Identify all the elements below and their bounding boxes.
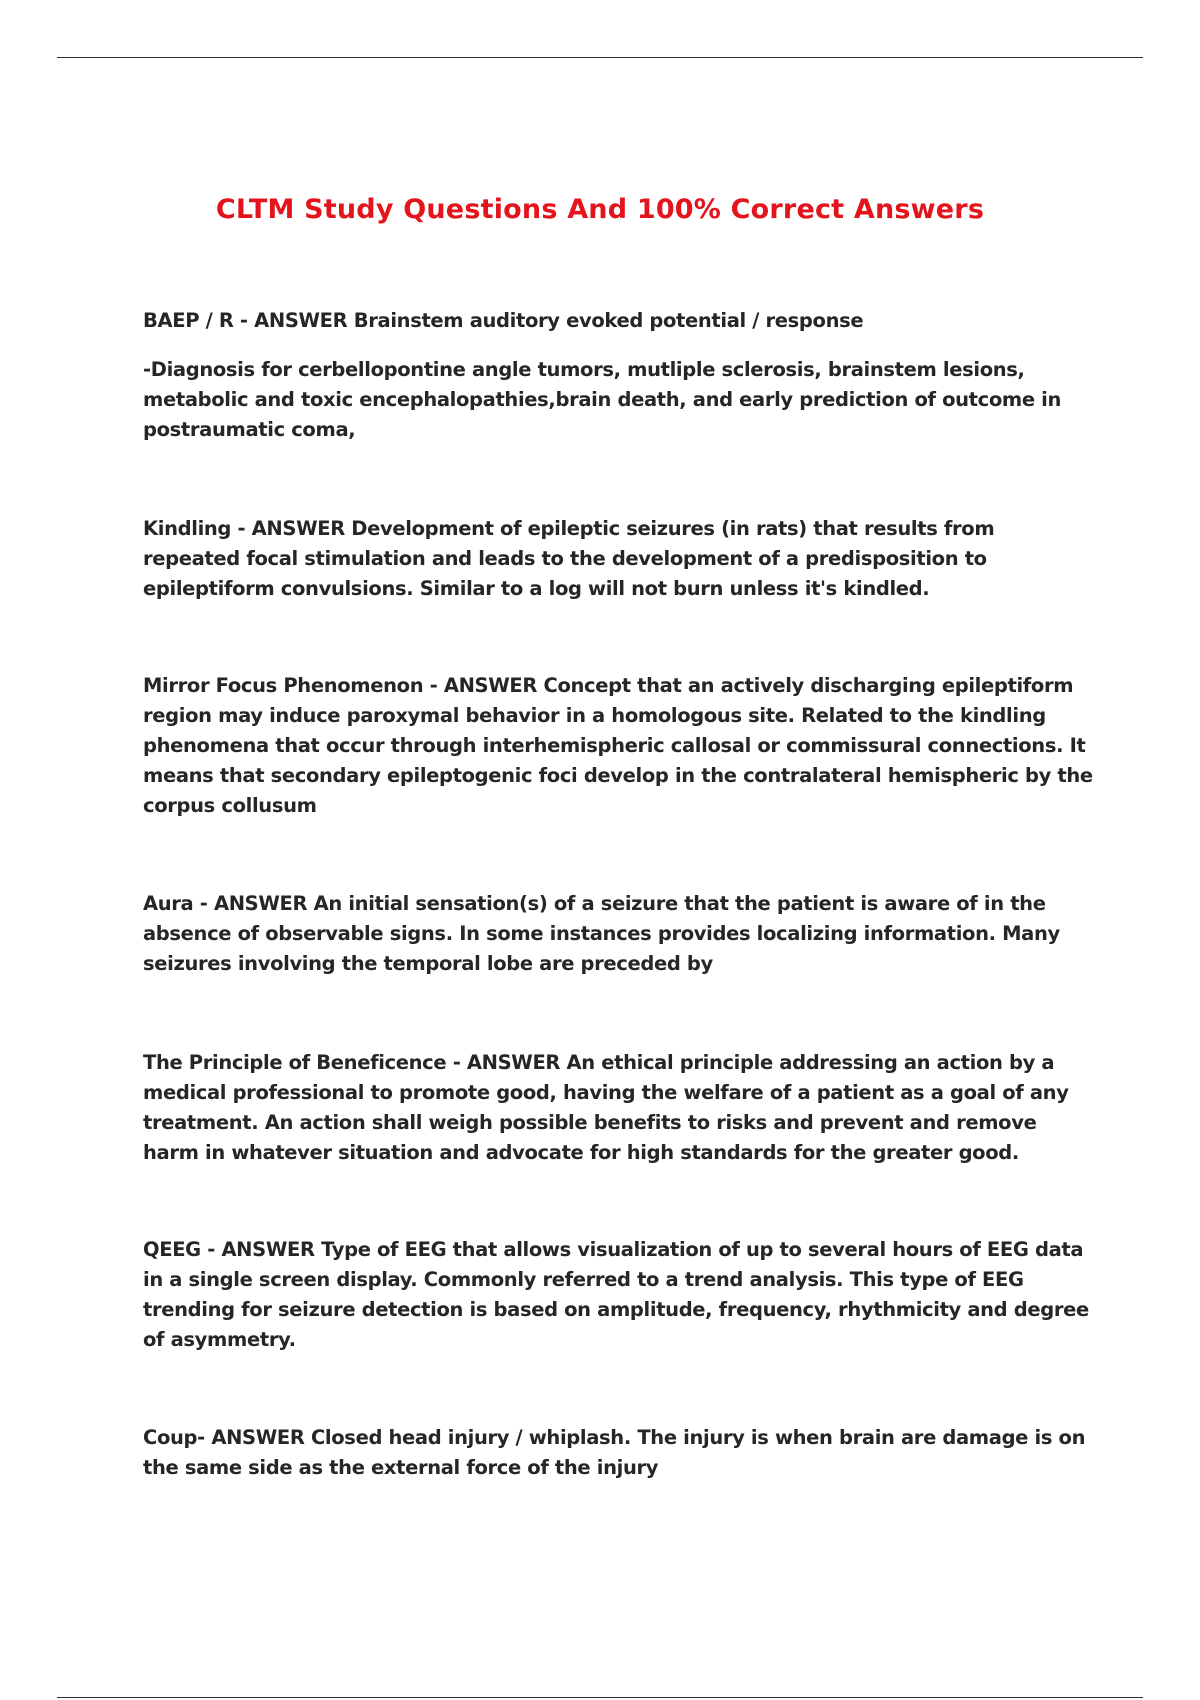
entry-beneficence: The Principle of Beneficence - ANSWER An ethical principle addressing an action by a medical professional to promote good, having the welfare of a patient as a goal of any treatment. An action shall weigh possible benefits to risks and prevent and remove harm in whatever situation and advocate for high standards for the greater good. bbox=[143, 1051, 1069, 1164]
entry-kindling: Kindling - ANSWER Development of epileptic seizures (in rats) that results from repeated focal stimulation and leads to the development of a predisposition to epileptiform convulsions. Similar to a log will not burn unless it's kindled. bbox=[143, 517, 995, 600]
entry-baep-diagnosis: -Diagnosis for cerbellopontine angle tumors, mutliple sclerosis, brainstem lesions, metabolic and toxic encephalopathies,brain death, and early prediction of outcome in postraumatic coma, bbox=[143, 358, 1062, 441]
entry-aura: Aura - ANSWER An initial sensation(s) of a seizure that the patient is aware of in the absence of observable signs. In some instances provides localizing information. Many seizures involving the temporal lobe are preceded by bbox=[143, 892, 1060, 975]
entry-baep: BAEP / R - ANSWER Brainstem auditory evoked potential / response bbox=[143, 309, 864, 332]
entry-coup: Coup- ANSWER Closed head injury / whiplash. The injury is when brain are damage is on the same side as the external force of the injury bbox=[143, 1426, 1086, 1479]
document-title: CLTM Study Questions And 100% Correct Answers bbox=[215, 194, 985, 225]
entry-qeeg: QEEG - ANSWER Type of EEG that allows visualization of up to several hours of EEG data in a single screen display. Commonly referred to a trend analysis. This type of EEG trending for seizure detection is based on amplitude, frequency, rhythmicity and degree of asymmetry. bbox=[143, 1238, 1089, 1351]
entry-mirror-focus: Mirror Focus Phenomenon - ANSWER Concept that an actively discharging epileptiform region may induce paroxymal behavior in a homologous site. Related to the kindling phenomena that occur through interhemispheric callosal or commissural connections. It means that secondary epileptogenic foci develop in the contralateral hemispheric by the corpus collusum bbox=[143, 674, 1093, 817]
header-divider bbox=[57, 57, 1143, 58]
footer-divider bbox=[57, 1697, 1143, 1698]
